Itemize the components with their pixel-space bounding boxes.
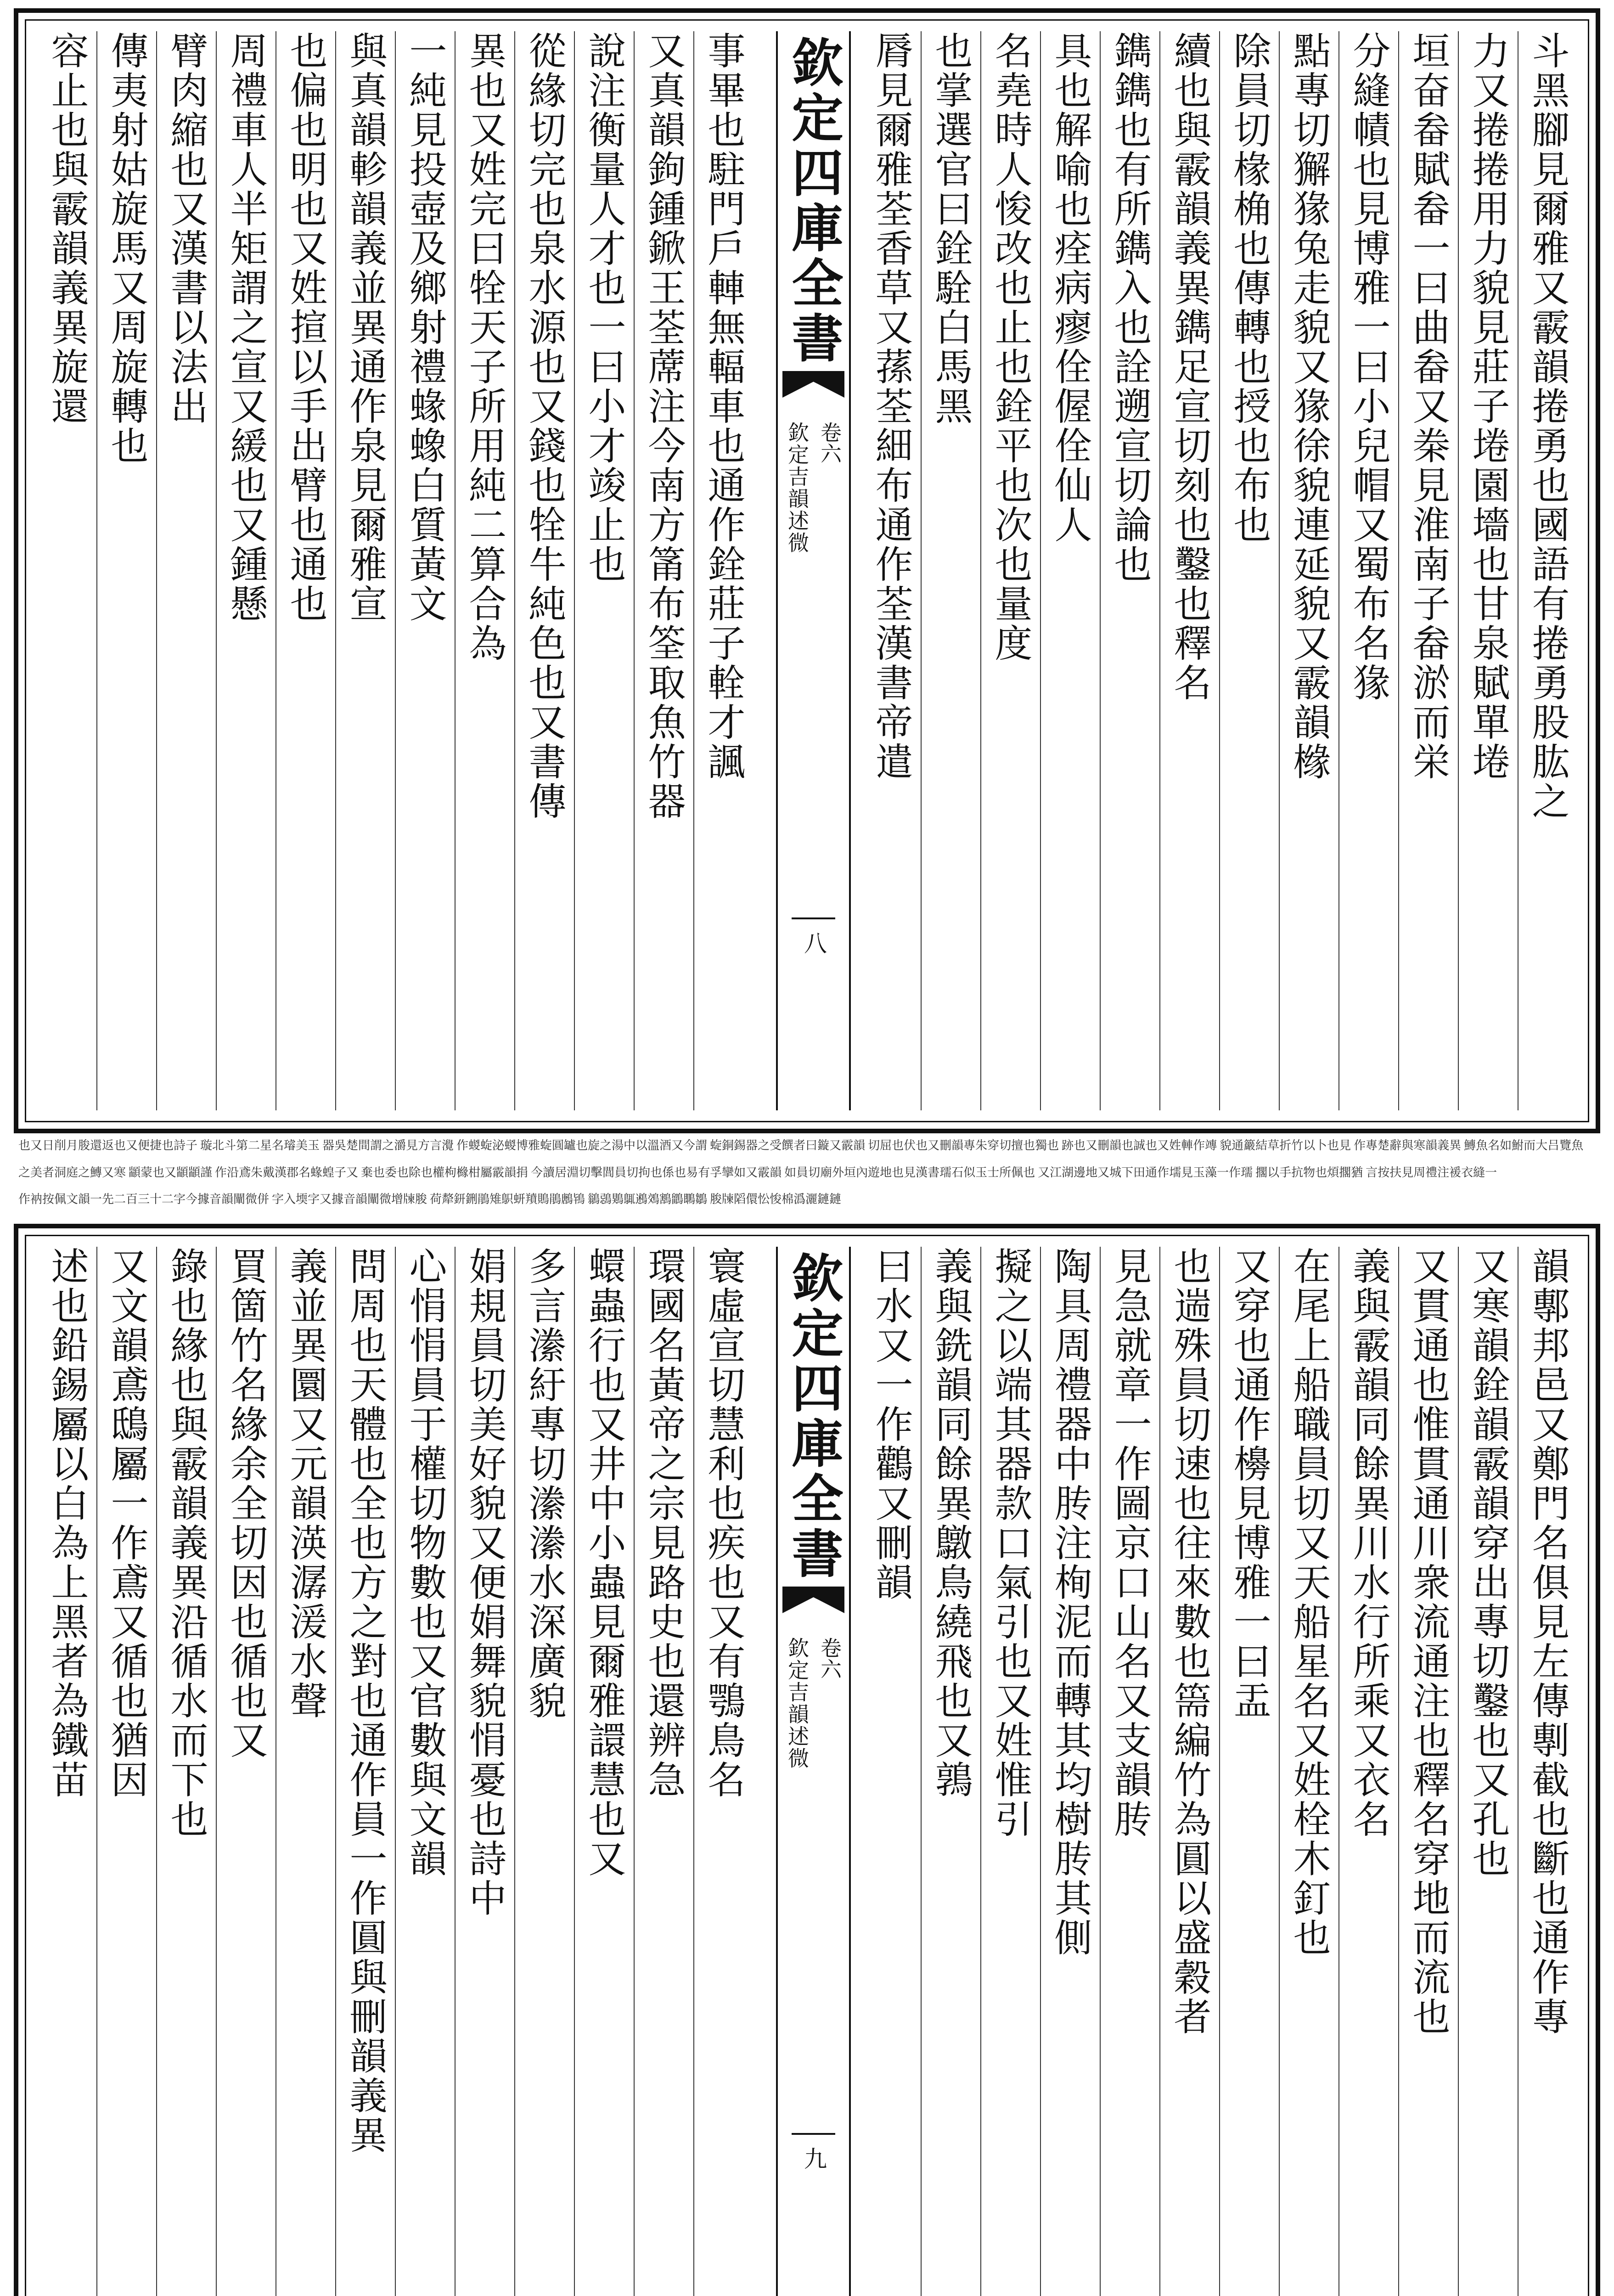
- leaf-number: 八: [800, 931, 827, 954]
- book-title-banner: 欽定四庫全書: [783, 1251, 844, 1582]
- text-column: 在尾上船職員切又天船星名又姓栓木釘也: [1279, 1247, 1338, 2296]
- volume-label: 卷六: [817, 422, 842, 464]
- text-column: 又真韻鉤鍾鍁王荃蓆注今南方筩布筌取魚竹器: [634, 31, 693, 1110]
- text-column: 與真韻軫韻義並異通作泉見爾雅宣: [335, 31, 395, 1110]
- text-column: 寰虛宣切慧利也疾也又有鶚鳥名: [693, 1247, 753, 2296]
- leaf-number: 九: [800, 2147, 827, 2170]
- note-text: 切屈也伏也又刪韻專朱穿切擅也獨也: [868, 1139, 1059, 1153]
- text-column: 陶具周禮器中䏝注栒泥而轉其均樹䏝其側: [1040, 1247, 1100, 2296]
- note-text: 作沿鳶朱戴漢郡名蝝蝗子又: [215, 1165, 359, 1180]
- book-title-banner: 欽定四庫全書: [783, 36, 844, 366]
- text-column: 蠉蟲行也又井中小蟲見爾雅譞慧也又: [574, 1247, 634, 2296]
- text-column: 也掌選官曰銓駩白馬黑: [921, 31, 980, 1110]
- note-text: 字入堧字又據音韻闡微增𤗛脧: [272, 1193, 427, 1207]
- center-fold-bottom: [776, 1247, 851, 2296]
- text-column: 心悁悁員于權切物數也又官數與文韻: [395, 1247, 455, 2296]
- text-column: 義與霰韻同餘異川水行所乘又衣名: [1338, 1247, 1398, 2296]
- volume-label: 卷六: [817, 1637, 842, 1679]
- fishtail-mark: [778, 1587, 849, 1619]
- text-column: 見急就章一作圌京口山名又支韻䏝: [1100, 1247, 1159, 2296]
- text-column: 又文韻鳶鴟屬一作鳶又循也猶因: [96, 1247, 156, 2296]
- note-text: 言按扶見周禮注褑衣縫一: [1366, 1165, 1497, 1180]
- note-text: 如員切廟外垣內遊地也見漢書瓀石似玉士所佩也: [784, 1165, 1035, 1180]
- text-column: 也遄殊員切速也往來數也篅編竹為圓以盛穀者: [1159, 1247, 1219, 2296]
- text-column: 鐫鐫也有所鐫入也詮遡宣切論也: [1100, 31, 1159, 1110]
- text-column: 義並異圜又元韻渶潺湲水聲: [276, 1247, 335, 2296]
- note-text: 作蝬蜁泌蝬博雅蜁圓罏也旋之湯中以溫酒又今謂: [456, 1139, 708, 1153]
- fold-line: [792, 917, 835, 919]
- note-text: 之美者洞庭之鱄又寒: [18, 1165, 126, 1180]
- text-column: 分縫幘也見博雅一曰小兒帽又蜀布名猭: [1338, 31, 1398, 1110]
- note-text: 顓蒙也又顓顓謹: [129, 1165, 213, 1180]
- text-column: 錄也緣也與霰韻義異沿循水而下也: [156, 1247, 216, 2296]
- book-subtitle: 欽定吉韻述微: [785, 422, 810, 554]
- note-text: 蜁銅錫器之受饌者曰鏇又霰韻: [710, 1139, 866, 1153]
- text-columns-bottom: [37, 1247, 1577, 2296]
- text-column: 具也解喻也痊病瘳佺偓佺仙人: [1040, 31, 1100, 1110]
- book-subtitle: 欽定吉韻述微: [785, 1637, 810, 1769]
- note-text: 作專楚辭與寒韻義異: [1354, 1139, 1462, 1153]
- text-column: 力又捲捲用力貌見莊子埢園墻也甘泉賦單埢: [1458, 31, 1518, 1110]
- note-text: 器吳楚間謂之灂見方言灚: [322, 1139, 454, 1153]
- note-text: 跡也又刪韻也誠也又姓䡛作竱: [1062, 1139, 1217, 1153]
- text-column: 事畢也駐門戶䡛無輻車也通作銓莊子輇才諷: [693, 31, 753, 1110]
- text-column: 除員切椽桷也傳轉也授也布也: [1219, 31, 1279, 1110]
- fishtail-mark: [778, 371, 849, 403]
- left-half-top: [37, 31, 753, 1110]
- note-text: 又江湖邊地又城下田通作壖見玉藻一作瓀: [1038, 1165, 1253, 1180]
- note-text: 鶲鵋鶪䳖鶐鵁鶷鶹䳭鶵: [588, 1193, 708, 1207]
- text-column: 擬之以端其器款口氣引也又姓惟引: [980, 1247, 1040, 2296]
- text-column: 述也鉛錫屬以白為上黑者為鐵苗: [45, 1247, 89, 1800]
- text-column: 斗黑腳見爾雅又霰韻捲勇也國語有捲勇股肱之: [1518, 31, 1577, 1110]
- note-text: 棄也委也除也權枸櫞柑屬霰韻捐: [361, 1165, 529, 1180]
- note-text: 擱以手抗物也煩擱猶: [1255, 1165, 1363, 1180]
- scanned-page-top: [14, 8, 1600, 1133]
- text-column: 問周也天體也全也方之對也通作員一作圓與刪韻義異: [335, 1247, 395, 2296]
- note-text: 今讀居淵切擊閭員切拘也係也易有孚攣如又霰韻: [531, 1165, 782, 1180]
- note-text: 也又日削月朘還返也又便捷也詩子: [18, 1139, 198, 1153]
- text-column: 一純見投壺及鄉射禮蝝蟓白質黃文: [395, 31, 455, 1110]
- text-column: 異也又姓完曰牷天子所用純二算合為: [455, 31, 514, 1110]
- right-half-bottom: [861, 1247, 1577, 2296]
- left-half-bottom: [37, 1247, 753, 2296]
- text-column: 曰水又一作鸛又刪韻: [869, 1247, 913, 1602]
- text-column: 環國名黃帝之宗見路史也還辨急: [634, 1247, 693, 2296]
- scanned-page-bottom: [14, 1224, 1600, 2296]
- text-column: 也偏也明也又姓揎以手出臂也通也: [276, 31, 335, 1110]
- text-column: 續也與霰韻義異鐫足宣切刻也鑿也釋名: [1159, 31, 1219, 1110]
- note-text: 荷犛鈃鉶鵑雉䳅蚈羵鵙鵑鶶鴇: [430, 1193, 585, 1207]
- text-column: 點專切獬猭兔走貌又猭徐貌連延貌又霰韻橼: [1279, 31, 1338, 1110]
- note-text: 鱄魚名如鮒而大吕覽魚: [1464, 1139, 1584, 1153]
- note-text: 作衲按佩文韻一先二百三十二字今據音韻闡微併: [18, 1193, 270, 1207]
- text-column: 容止也與霰韻義異旋還: [45, 31, 89, 426]
- text-column: 多言潫紆專切潫潫水深廣貌: [514, 1247, 574, 2296]
- text-column: 垣奋畚賦畚一曰曲畚又桊見淮南子畚淤而栄: [1398, 31, 1458, 1110]
- text-column: 又穿也通作櫋見博雅一曰盂: [1219, 1247, 1279, 2296]
- text-column: 臂肉縮也又漢書以法出: [156, 31, 216, 1110]
- text-column: 又貫通也惟貫通川衆流通注也釋名穿地而流也: [1398, 1247, 1458, 2296]
- extra-notes-strip: [18, 1139, 1596, 1217]
- text-column: 娟規員切美好貌又便娟舞貌悁憂也詩中: [455, 1247, 514, 2296]
- text-column: 又寒韻銓韻霰韻穿出專切鑿也又孔也: [1458, 1247, 1518, 2296]
- note-text: 貌通䉷結草折竹以卜也見: [1220, 1139, 1351, 1153]
- text-columns-top: [37, 31, 1577, 1110]
- text-column: 名堯時人悛改也止也銓平也次也量度: [980, 31, 1040, 1110]
- note-text: 脧𤗛䧟儇忪悛棉潙灑鏈鏈: [710, 1193, 842, 1207]
- text-column: 義與銑韻同餘異鷻鳥繞飛也又鶉: [921, 1247, 980, 2296]
- right-half-top: [861, 31, 1577, 1110]
- text-column: 從緣切完也泉水源也又錢也牷牛純色也又書傳: [514, 31, 574, 1110]
- text-column: 韻鄟邦邑又鄭門名俱見左傳剸截也斷也通作專: [1518, 1247, 1577, 2296]
- center-fold-top: [776, 31, 851, 1110]
- text-column: 買箇竹名緣余全切因也循也又: [216, 1247, 276, 2296]
- text-column: 說注衡量人才也一曰小才竣止也: [574, 31, 634, 1110]
- note-text: 璇北斗第二星名璿美玉: [200, 1139, 320, 1153]
- text-column: 周禮車人半矩謂之宣又緩也又鍾懸: [216, 31, 276, 1110]
- text-column: 脣見爾雅荃香草又蓀荃細布通作荃漢書帝遣: [869, 31, 913, 782]
- fold-line: [792, 2133, 835, 2135]
- text-column: 傳夷射姑旋馬又周旋轉也: [96, 31, 156, 1110]
